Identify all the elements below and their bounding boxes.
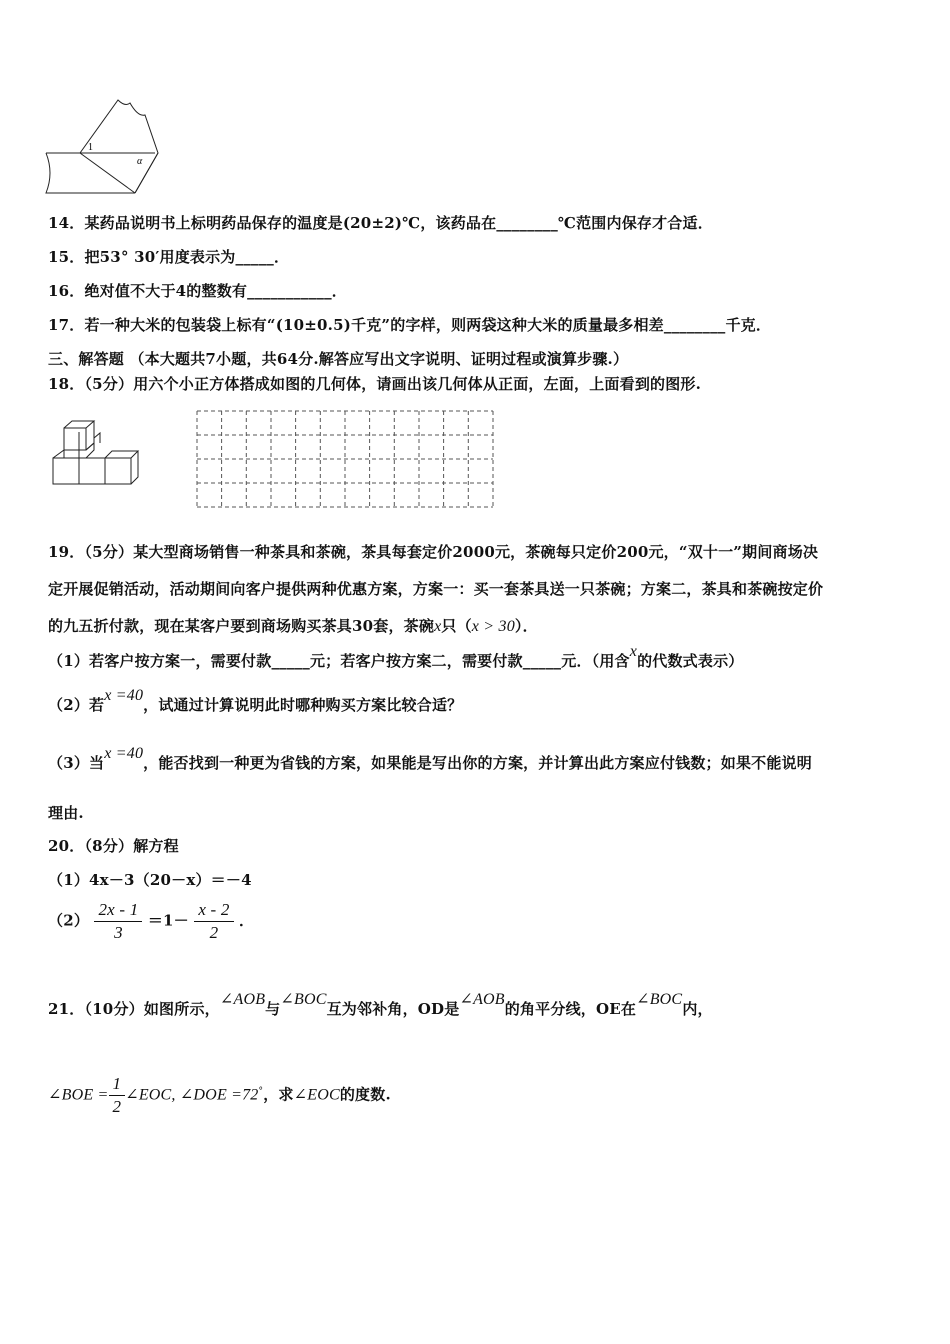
question-19-part-2: （2）若x =40，试通过计算说明此时哪种购买方案比较合适？ <box>48 687 463 714</box>
question-20-title: 20．（8分）解方程 <box>48 837 179 855</box>
math-boe: ∠BOE = <box>48 1086 109 1104</box>
question-19-line-1: 19．（5分）某大型商场销售一种茶具和茶碗，茶具每套定价2000元，茶碗每只定价200元，“双十一”期间商场决 <box>48 543 819 561</box>
question-20-part-1: （1）4x－3（20－x）＝－4 <box>48 871 252 889</box>
math-x-eq-40: x =40 <box>104 745 144 762</box>
math-x-eq-40: x =40 <box>104 687 144 704</box>
condition-x-gt-30: x > 30 <box>471 618 515 635</box>
question-15: 15．把53° 30′用度表示为_____． <box>48 248 290 266</box>
question-19-part-1: （1）若客户按方案一，需要付款_____元；若客户按方案二，需要付款_____元．（用含x的代数式表示） <box>48 643 744 670</box>
fraction-2x-1-over-3: $\frac{2x - 1}{3}$ <box>94 900 142 943</box>
question-20-part-2: （2） $\frac{2x - 1}{3}$ ＝1－ $\frac{x - 2}{2}$ ． <box>48 900 255 942</box>
angle-aob: ∠AOB <box>459 991 505 1008</box>
question-21-line-2: ∠BOE = $\frac{1}{2}$ ∠EOC, ∠DOE =72°，求∠EOC的度数. <box>48 1074 391 1116</box>
angle-aob: ∠AOB <box>219 991 266 1008</box>
section-3-heading: 三、解答题 （本大题共7小题，共64分.解答应写出文字说明、证明过程或演算步骤.） <box>48 350 629 368</box>
angle-alpha-label: α <box>137 156 143 167</box>
fraction-x-2-over-2: $\frac{x - 2}{2}$ <box>194 900 233 943</box>
folded-strip-figure <box>40 95 165 200</box>
question-18: 18．（5分）用六个小正方体搭成如图的几何体，请画出该几何体从正面，左面，上面看到的图形. <box>48 375 702 393</box>
fraction-one-half: $\frac{1}{2}$ <box>109 1074 126 1117</box>
variable-x: x <box>434 618 442 635</box>
question-19-part-3-cont: 理由. <box>48 804 84 822</box>
question-21-line-1: 21．（10分）如图所示，∠AOB与∠BOC互为邻补角，OD是∠AOB的角平分线，OE在∠BOC内， <box>48 991 713 1018</box>
variable-x: x <box>629 643 638 660</box>
question-19-line-3: 的九五折付款，现在某客户要到商场购买茶具30套，茶碗x只（x > 30）． <box>48 617 538 635</box>
question-14: 14．某药品说明书上标明药品保存的温度是(20±2)℃，该药品在________℃范围内保存才合适． <box>48 214 713 232</box>
drawing-grid[interactable] <box>196 410 494 508</box>
degree-mark: ° <box>258 1086 264 1097</box>
question-19-line-2: 定开展促销活动，活动期间向客户提供两种优惠方案，方案一：买一套茶具送一只茶碗；方案二，茶具和茶碗按定价 <box>48 580 824 598</box>
angle-boc: ∠BOC <box>636 991 683 1008</box>
math-eoc-doe: ∠EOC, ∠DOE =72 <box>125 1086 259 1104</box>
question-17: 17．若一种大米的包装袋上标有“(10±0.5)千克”的字样，则两袋这种大米的质量最多相差________千克． <box>48 316 772 334</box>
question-16: 16．绝对值不大于4的整数有___________． <box>48 282 348 300</box>
angle-boc: ∠BOC <box>280 991 327 1008</box>
angle-eoc: ∠EOC <box>293 1086 340 1104</box>
angle-1-label: 1 <box>88 142 93 153</box>
question-19-part-3: （3）当x =40，能否找到一种更为省钱的方案，如果能是写出你的方案，并计算出此方案应付钱数；如果不能说明 <box>48 745 812 772</box>
cube-solid-figure <box>48 418 148 490</box>
